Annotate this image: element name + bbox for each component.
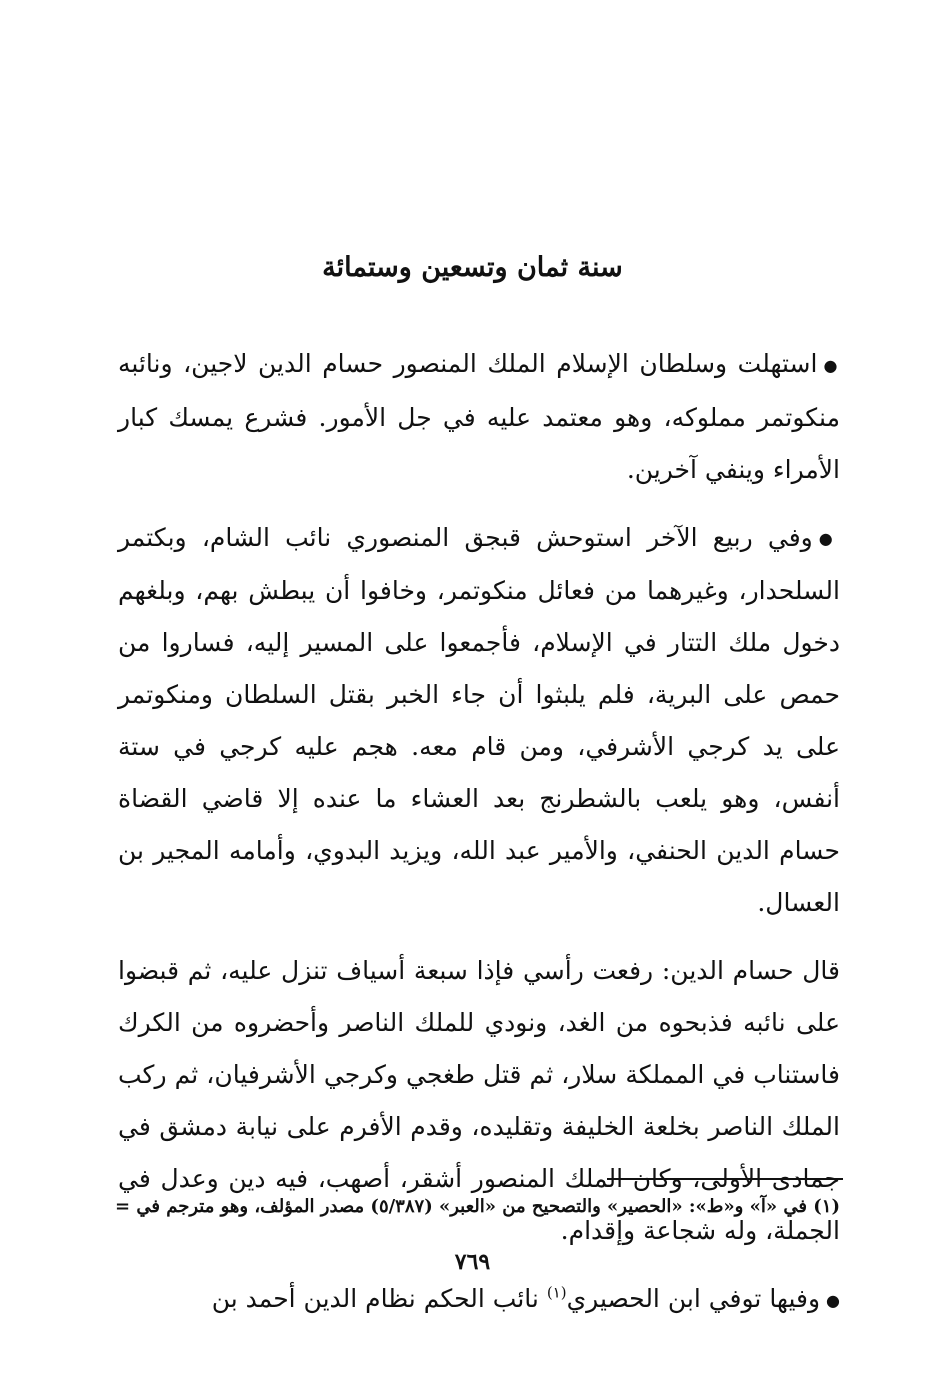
bullet-icon: ● — [818, 529, 840, 548]
paragraph-text-continued: نائب الحكم نظام الدين أحمد بن — [211, 1284, 547, 1313]
page-heading: سنة ثمان وتسعين وستمائة — [322, 252, 623, 283]
page-number: ٧٦٩ — [454, 1249, 491, 1275]
paragraph-text: قال حسام الدين: رفعت رأسي فإذا سبعة أسياف تنزل عليه، ثم قبضوا على نائبه فذبحوه من الغد، ونودي للملك الناصر وأحضروه من الكرك فاستناب في المملكة سلار، ثم قتل طغجي وكرجي الأشرفيان، ثم ركب الملك الناصر بخلعة الخليفة وتقليده، وقدم الأفرم على نيابة دمشق في جمادى الأولى، وكان الملك المنصور أشقر، أصهب، فيه دين وعدل في الجملة، وله شجاعة وإقدام. — [118, 956, 840, 1245]
bullet-icon: ● — [823, 355, 840, 375]
paragraph-2 — [118, 512, 840, 930]
paragraph-text: وفي ربيع الآخر استوحش قبجق المنصوري نائب الشام، وبكتمر السلحدار، وغيرهما من فعائل منكوتمر، وخافوا أن يبطش بهم، وبلغهم دخول ملك التتار في الإسلام، فأجمعوا على المسير إليه، فساروا من حمص على البرية، فلم يلبثوا أن جاء الخبر بقتل السلطان ومنكوتمر على يد كرجي الأشرفي، ومن قام معه. هجم عليه كرجي في ستة أنفس، وهو يلعب بالشطرنج بعد العشاء ما عنده إلا قاضي القضاة حسام الدين الحنفي، والأمير عبد الله، ويزيد البدوي، وأمامه المجير بن العسال. — [118, 522, 840, 917]
footnote: (١) في «آ» و«ط»: «الحصير» والتصحيح من «العبر» (٥/٣٨٧) مصدر المؤلف، وهو مترجم في = — [115, 1196, 840, 1217]
footnote-divider — [607, 1178, 843, 1180]
paragraph-1 — [118, 338, 840, 496]
paragraph-4 — [118, 1273, 840, 1327]
footnote-reference: (١) — [546, 1283, 567, 1302]
paragraph-text: وفيها توفي ابن الحصيري — [566, 1284, 821, 1313]
paragraph-text: استهلت وسلطان الإسلام الملك المنصور حسام الدين لاجين، ونائبه منكوتمر مملوكه، وهو معتمد عليه في جل الأمور. فشرع يمسك كبار الأمراء وينفي آخرين. — [118, 349, 840, 484]
bullet-icon: ● — [826, 1290, 840, 1310]
